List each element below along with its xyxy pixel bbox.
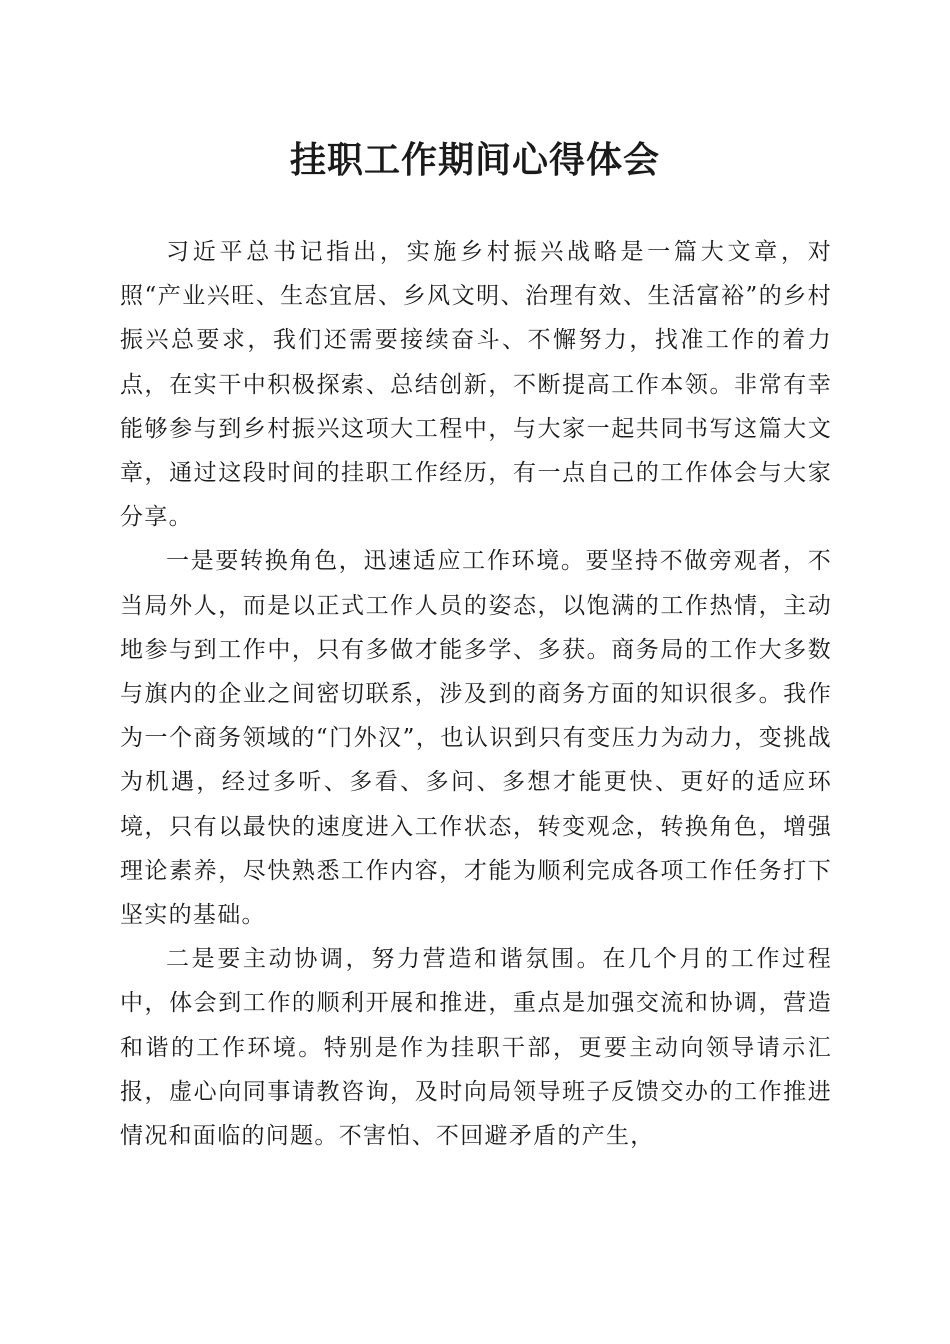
paragraph-text: 习近平总书记指出，实施乡村振兴战略是一篇大文章，对照“产业兴旺、生态宜居、乡风文明、治理有效、生活富裕”的乡村振兴总要求，我们还需要接续奋斗、不懈努力，找准工作的着力点，在实干中积极探索、总结创新，不断提高工作本领。非常有幸能够参与到乡村振兴这项大工程中，与大家一起共同书写这篇大文章，通过这段时间的挂职工作经历，有一点自己的工作体会与大家分享。 <box>120 239 832 531</box>
paragraph-lead: 一是要转换角色，迅速适应工作环境。 <box>166 548 586 575</box>
paragraph-text: 要坚持不做旁观者，不当局外人，而是以正式工作人员的姿态，以饱满的工作热情，主动地参与到工作中，只有多做才能多学、多获。商务局的工作大多数与旗内的企业之间密切联系，涉及到的商务方面的知识很多。我作为一个商务领域的“门外汉”，也认识到只有变压力为动力，变挑战为机遇，经过多听、多看、多问、多想才能更快、更好的适应环境，只有以最快的速度进入工作状态，转变观念，转换角色，增强理论素养，尽快熟悉工作内容，才能为顺利完成各项工作任务打下坚实的基础。 <box>120 548 833 929</box>
paragraph-lead: 二是要主动协调，努力营造和谐氛围。 <box>166 946 603 973</box>
paragraph-intro <box>120 230 832 539</box>
paragraph-text: 在几个月的工作过程中，体会到工作的顺利开展和推进，重点是加强交流和协调，营造和谐的工作环境。特别是作为挂职干部，更要主动向领导请示汇报，虚心向同事请教咨询，及时向局领导班子反馈交办的工作推进情况和面临的问题。不害怕、不回避矛盾的产生， <box>120 946 832 1150</box>
paragraph-point-two <box>120 937 832 1158</box>
paragraph-point-one <box>120 539 832 937</box>
document-body <box>120 230 832 1158</box>
document-title: 挂职工作期间心得体会 <box>289 139 660 181</box>
